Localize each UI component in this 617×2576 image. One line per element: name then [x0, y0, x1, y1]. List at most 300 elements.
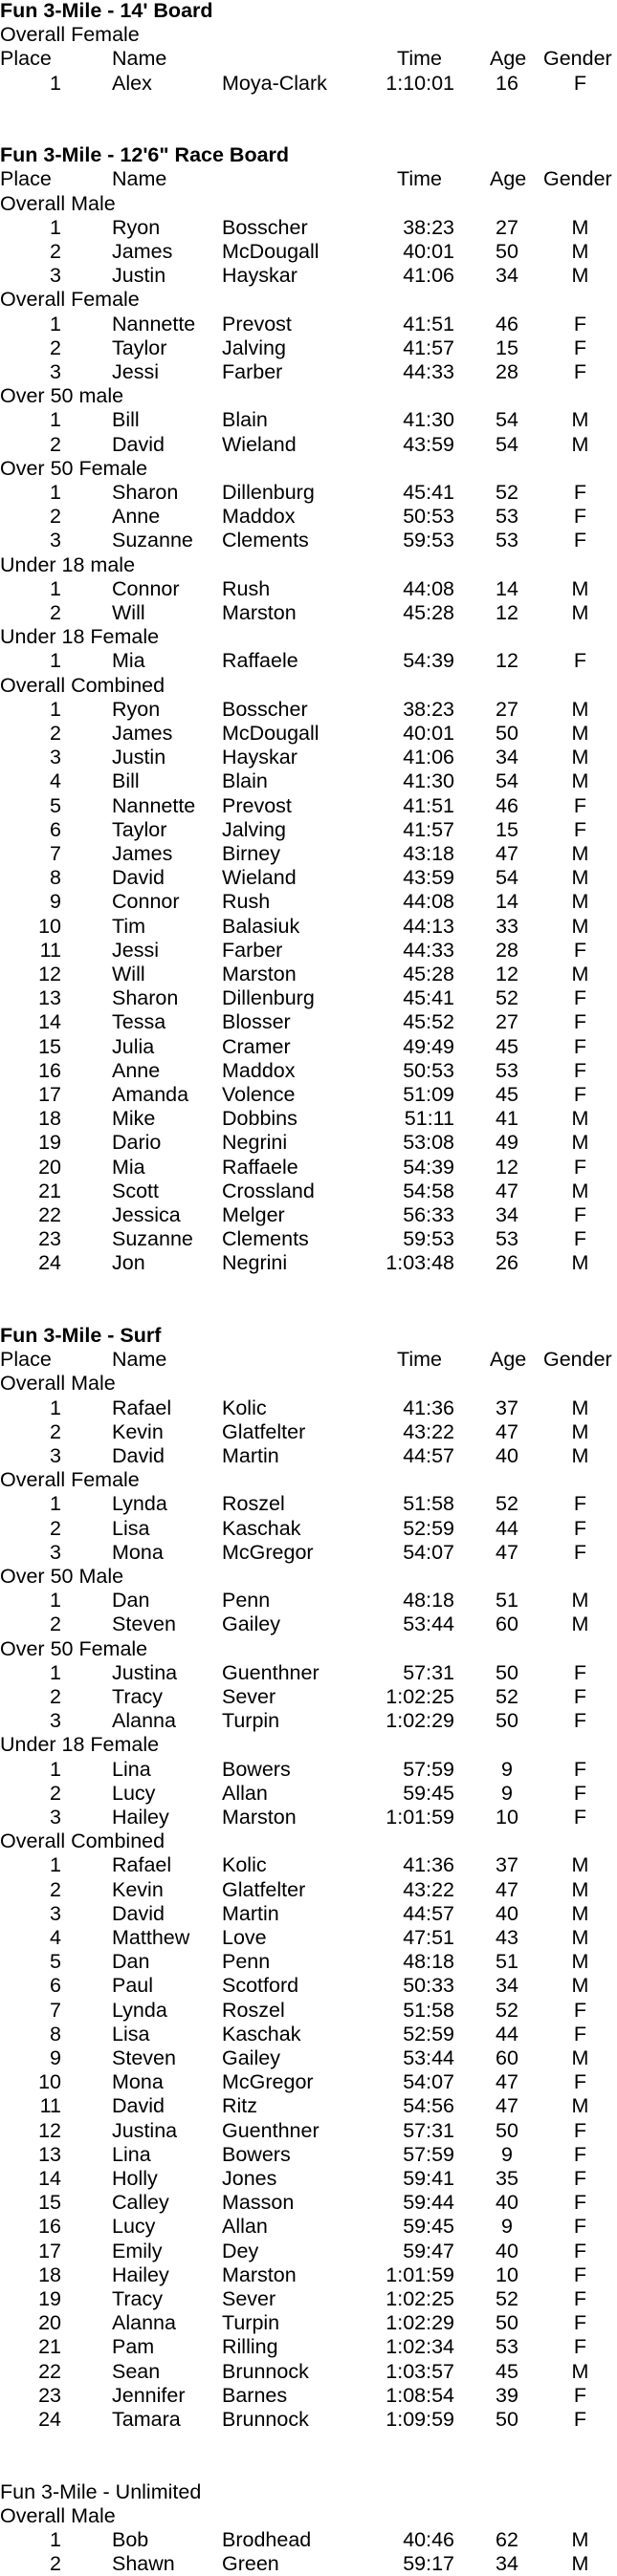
first-name-cell: Connor [112, 890, 180, 914]
last-name-cell: Negrini [222, 1131, 288, 1155]
gender-cell: M [571, 1901, 589, 1925]
group-heading [0, 1732, 617, 1757]
group-heading [0, 191, 617, 216]
first-name-cell: Tracy [112, 2287, 163, 2310]
time-header: Time [397, 47, 442, 71]
age-cell: 9 [501, 1757, 513, 1781]
gender-cell: M [571, 408, 589, 432]
place-cell: 1 [50, 1757, 61, 1781]
place-cell: 1 [50, 649, 61, 673]
place-cell: 6 [50, 1974, 61, 1998]
time-cell: 1:01:59 [386, 2262, 454, 2286]
first-name-cell: Alanna [112, 2311, 176, 2335]
first-name-cell: Taylor [112, 336, 167, 359]
gender-cell: M [571, 1613, 589, 1636]
section-title [0, 0, 617, 23]
last-name-cell: Jalving [222, 817, 286, 841]
gender-cell: F [573, 2142, 587, 2166]
last-name-cell: Kaschak [222, 1516, 301, 1540]
result-row [0, 71, 617, 96]
time-cell: 1:02:25 [386, 2287, 454, 2310]
group-heading-text: Over 50 male [0, 384, 124, 408]
first-name-cell: Bob [112, 2528, 149, 2551]
time-cell: 1:02:29 [386, 1709, 454, 1733]
group-heading-text: Overall Female [0, 23, 140, 47]
group-heading [0, 552, 617, 577]
place-cell: 2 [50, 336, 61, 359]
age-cell: 54 [496, 866, 518, 890]
age-cell: 53 [496, 1227, 518, 1251]
age-cell: 50 [496, 2311, 518, 2335]
first-name-cell: Lucy [112, 2215, 156, 2239]
last-name-cell: Glatfelter [222, 1419, 306, 1443]
time-cell: 1:10:01 [386, 71, 454, 95]
result-row [0, 648, 617, 673]
first-name-cell: Mike [112, 1107, 156, 1131]
place-cell: 3 [50, 1901, 61, 1925]
gender-cell: M [571, 1926, 589, 1949]
place-cell: 1 [50, 408, 61, 432]
first-name-cell: Jessi [112, 938, 159, 962]
last-name-cell: Blain [222, 408, 268, 432]
last-name-cell: Moya-Clark [222, 71, 327, 95]
gender-cell: F [573, 2022, 587, 2046]
last-name-cell: Brunnock [222, 2408, 309, 2431]
group-heading [0, 1564, 617, 1589]
gender-cell: M [571, 1950, 589, 1974]
place-cell: 2 [50, 722, 61, 745]
result-row [0, 432, 617, 457]
gender-cell: M [571, 240, 589, 263]
gender-cell: M [571, 215, 589, 239]
group-heading [0, 1467, 617, 1492]
age-cell: 40 [496, 1444, 518, 1467]
age-cell: 39 [496, 2383, 518, 2407]
age-cell: 53 [496, 529, 518, 552]
time-cell: 50:53 [403, 1058, 454, 1082]
first-name-cell: Emily [112, 2239, 163, 2262]
gender-cell: M [571, 914, 589, 938]
place-cell: 1 [50, 1396, 61, 1419]
age-cell: 15 [496, 817, 518, 841]
first-name-cell: James [112, 842, 173, 865]
first-name-cell: Lynda [112, 1492, 167, 1516]
first-name-cell: Tamara [112, 2408, 181, 2431]
first-name-cell: Calley [112, 2191, 169, 2215]
last-name-cell: Allan [222, 2215, 268, 2239]
time-cell: 57:31 [403, 2118, 454, 2142]
group-heading [0, 1636, 617, 1661]
time-cell: 59:53 [403, 1227, 454, 1251]
last-name-cell: Glatfelter [222, 1877, 306, 1901]
time-cell: 51:11 [404, 1107, 454, 1131]
gender-cell: F [573, 1540, 587, 1564]
first-name-cell: Tim [112, 914, 146, 938]
group-heading-text: Overall Female [0, 1468, 140, 1492]
last-name-cell: Sever [222, 2287, 276, 2310]
gender-cell: F [573, 1806, 587, 1829]
gender-cell: F [573, 938, 587, 962]
time-cell: 54:07 [403, 1540, 454, 1564]
place-cell: 5 [50, 793, 61, 817]
gender-cell: M [571, 890, 589, 914]
result-row [0, 1179, 617, 1203]
result-row [0, 1805, 617, 1829]
place-cell: 2 [50, 1877, 61, 1901]
result-row [0, 745, 617, 769]
place-cell: 2 [50, 240, 61, 263]
time-cell: 45:41 [403, 481, 454, 504]
place-cell: 14 [38, 1010, 61, 1034]
result-row [0, 2166, 617, 2191]
time-cell: 1:02:25 [386, 1685, 454, 1708]
first-name-cell: Hailey [112, 1806, 169, 1829]
first-name-cell: Tessa [112, 1010, 166, 1034]
first-name-cell: Nannette [112, 793, 196, 817]
result-row [0, 697, 617, 722]
gender-cell: F [573, 2215, 587, 2239]
place-cell: 10 [38, 2070, 61, 2094]
last-name-cell: Kolic [222, 1396, 267, 1419]
age-cell: 47 [496, 1540, 518, 1564]
result-row [0, 2046, 617, 2070]
place-cell: 2 [50, 1685, 61, 1708]
result-row [0, 2551, 617, 2576]
first-name-cell: David [112, 432, 165, 456]
age-cell: 27 [496, 697, 518, 721]
group-heading [0, 624, 617, 649]
last-name-cell: Roszel [222, 1998, 285, 2022]
last-name-cell: Penn [222, 1589, 271, 1613]
last-name-cell: Rilling [222, 2335, 278, 2359]
result-row [0, 2142, 617, 2167]
gender-cell: F [573, 2383, 587, 2407]
time-cell: 59:41 [403, 2167, 454, 2190]
result-row [0, 1973, 617, 1998]
last-name-cell: Blosser [222, 1010, 291, 1034]
result-row [0, 1130, 617, 1155]
place-cell: 13 [38, 2142, 61, 2166]
gender-cell: M [571, 842, 589, 865]
time-cell: 41:57 [403, 336, 454, 359]
result-row [0, 1155, 617, 1180]
age-cell: 9 [501, 2142, 513, 2166]
result-row [0, 1684, 617, 1709]
result-row [0, 2118, 617, 2143]
age-cell: 47 [496, 1877, 518, 1901]
gender-cell: M [571, 1179, 589, 1202]
time-cell: 41:36 [403, 1853, 454, 1877]
time-cell: 38:23 [403, 215, 454, 239]
place-cell: 2 [50, 601, 61, 624]
time-cell: 41:06 [403, 746, 454, 769]
last-name-cell: Scotford [222, 1974, 299, 1998]
last-name-cell: Barnes [222, 2383, 288, 2407]
gender-cell: F [573, 312, 587, 336]
time-cell: 59:53 [403, 529, 454, 552]
time-cell: 45:41 [403, 986, 454, 1010]
age-cell: 52 [496, 481, 518, 504]
age-cell: 45 [496, 2359, 518, 2383]
time-cell: 57:59 [403, 2142, 454, 2166]
age-cell: 12 [496, 601, 518, 624]
gender-cell: F [573, 1757, 587, 1781]
gender-cell: F [573, 2335, 587, 2359]
place-cell: 3 [50, 529, 61, 552]
gender-cell: F [573, 1203, 587, 1226]
result-row [0, 1781, 617, 1806]
gender-cell: F [573, 2408, 587, 2431]
time-cell: 43:22 [403, 1877, 454, 1901]
result-row [0, 1250, 617, 1275]
age-cell: 50 [496, 2118, 518, 2142]
place-cell: 19 [38, 1131, 61, 1155]
last-name-cell: Guenthner [222, 2118, 320, 2142]
first-name-cell: Lina [112, 1757, 151, 1781]
time-cell: 45:28 [403, 963, 454, 985]
gender-cell: M [571, 432, 589, 456]
time-cell: 48:18 [403, 1589, 454, 1613]
group-heading-text: Overall Male [0, 1372, 116, 1396]
time-cell: 1:09:59 [386, 2408, 454, 2431]
age-cell: 47 [496, 1179, 518, 1202]
gender-cell: F [573, 1516, 587, 1540]
result-row [0, 2069, 617, 2094]
first-name-cell: Lina [112, 2142, 151, 2166]
place-cell: 3 [50, 1806, 61, 1829]
last-name-cell: Melger [222, 1203, 285, 1226]
section-title-text: Fun 3-Mile - Surf [0, 1324, 162, 1347]
gender-header: Gender [543, 167, 612, 191]
place-cell: 1 [50, 2528, 61, 2551]
time-cell: 43:22 [403, 1419, 454, 1443]
result-row [0, 239, 617, 264]
time-cell: 40:01 [403, 722, 454, 745]
gender-cell: F [573, 649, 587, 673]
time-cell: 44:33 [403, 938, 454, 962]
first-name-cell: Justina [112, 2118, 178, 2142]
time-cell: 47:51 [403, 1926, 454, 1949]
gender-cell: F [573, 1781, 587, 1805]
gender-cell: M [571, 264, 589, 288]
age-cell: 9 [501, 1781, 513, 1805]
place-cell: 16 [38, 1058, 61, 1082]
first-name-cell: Hailey [112, 2262, 169, 2286]
group-heading [0, 2503, 617, 2528]
last-name-cell: Hayskar [222, 746, 297, 769]
time-cell: 54:07 [403, 2070, 454, 2094]
place-cell: 3 [50, 1709, 61, 1733]
gender-cell: F [573, 1709, 587, 1733]
result-row [0, 312, 617, 336]
time-cell: 54:39 [403, 649, 454, 673]
time-cell: 54:58 [403, 1179, 454, 1202]
first-name-cell: Alex [112, 71, 152, 95]
result-row [0, 263, 617, 288]
result-row [0, 1660, 617, 1685]
time-cell: 54:56 [403, 2094, 454, 2118]
result-row [0, 2383, 617, 2408]
result-row [0, 817, 617, 842]
last-name-cell: Marston [222, 601, 297, 624]
time-cell: 54:39 [403, 1155, 454, 1179]
first-name-cell: David [112, 1901, 165, 1925]
gender-cell: F [573, 71, 587, 95]
time-cell: 40:46 [403, 2528, 454, 2551]
place-cell: 11 [39, 938, 61, 962]
result-row [0, 2334, 617, 2359]
result-row [0, 1949, 617, 1974]
age-cell: 35 [496, 2167, 518, 2190]
age-cell: 47 [496, 2094, 518, 2118]
age-cell: 45 [496, 1034, 518, 1058]
result-row [0, 962, 617, 986]
place-cell: 7 [50, 842, 61, 865]
group-heading-text: Under 18 Female [0, 1733, 160, 1757]
place-cell: 1 [50, 1589, 61, 1613]
first-name-cell: Jon [112, 1251, 145, 1275]
gender-cell: M [571, 746, 589, 769]
age-cell: 46 [496, 312, 518, 336]
gender-cell: F [573, 481, 587, 504]
group-heading [0, 1371, 617, 1396]
gender-cell: M [571, 697, 589, 721]
first-name-cell: Justin [112, 264, 166, 288]
gender-cell: M [571, 722, 589, 745]
last-name-cell: Hayskar [222, 264, 297, 288]
place-cell: 2 [50, 2552, 61, 2576]
first-name-cell: Dan [112, 1950, 150, 1974]
age-cell: 52 [496, 1492, 518, 1516]
first-name-cell: Anne [112, 505, 161, 529]
last-name-cell: Marston [222, 1806, 297, 1829]
age-cell: 44 [496, 1516, 518, 1540]
age-cell: 40 [496, 2191, 518, 2215]
place-cell: 12 [38, 2118, 61, 2142]
time-cell: 51:09 [403, 1083, 454, 1106]
gender-cell: F [573, 336, 587, 359]
group-heading [0, 287, 617, 312]
time-cell: 53:44 [403, 1613, 454, 1636]
last-name-cell: Allan [222, 1781, 268, 1805]
place-cell: 23 [38, 2383, 61, 2407]
name-header: Name [112, 1348, 167, 1372]
first-name-cell: Lisa [112, 2022, 150, 2046]
place-cell: 10 [38, 914, 61, 938]
place-cell: 18 [38, 1107, 61, 1131]
first-name-cell: Taylor [112, 817, 167, 841]
last-name-cell: Dillenburg [222, 481, 315, 504]
age-cell: 53 [496, 505, 518, 529]
first-name-cell: Steven [112, 1613, 176, 1636]
age-cell: 52 [496, 2287, 518, 2310]
result-row [0, 2310, 617, 2335]
time-cell: 59:17 [403, 2552, 454, 2576]
result-row [0, 528, 617, 552]
place-cell: 12 [38, 963, 61, 985]
gender-cell: M [571, 1974, 589, 1998]
place-header: Place [0, 1348, 52, 1372]
time-cell: 43:18 [403, 842, 454, 865]
group-heading [0, 22, 617, 47]
gender-cell: F [573, 1492, 587, 1516]
place-cell: 24 [38, 2408, 61, 2431]
last-name-cell: Bowers [222, 1757, 291, 1781]
time-cell: 44:33 [403, 360, 454, 383]
place-cell: 2 [50, 1516, 61, 1540]
time-cell: 45:52 [403, 1010, 454, 1034]
gender-cell: M [571, 1853, 589, 1877]
age-cell: 14 [496, 890, 518, 914]
time-cell: 1:02:29 [386, 2311, 454, 2335]
last-name-cell: Love [222, 1926, 267, 1949]
first-name-cell: Will [112, 963, 145, 985]
age-cell: 41 [496, 1107, 518, 1131]
gender-cell: F [573, 1034, 587, 1058]
last-name-cell: Bosscher [222, 697, 308, 721]
last-name-cell: Marston [222, 963, 297, 985]
last-name-cell: Wieland [222, 432, 297, 456]
result-row [0, 336, 617, 360]
gender-cell: M [571, 1131, 589, 1155]
age-cell: 34 [496, 1203, 518, 1226]
last-name-cell: Raffaele [222, 1155, 298, 1179]
result-row [0, 1082, 617, 1107]
age-cell: 52 [496, 1685, 518, 1708]
place-cell: 20 [38, 1155, 61, 1179]
time-cell: 49:49 [403, 1034, 454, 1058]
last-name-cell: Brunnock [222, 2359, 309, 2383]
first-name-cell: David [112, 866, 165, 890]
gender-cell: F [573, 2118, 587, 2142]
last-name-cell: Roszel [222, 1492, 285, 1516]
first-name-cell: Bill [112, 408, 140, 432]
result-row [0, 1540, 617, 1565]
last-name-cell: Crossland [222, 1179, 315, 1202]
time-cell: 51:58 [403, 1998, 454, 2022]
time-cell: 1:02:34 [386, 2335, 454, 2359]
result-row [0, 1202, 617, 1227]
age-cell: 50 [496, 2408, 518, 2431]
age-cell: 10 [496, 1806, 518, 1829]
first-name-cell: Mia [112, 649, 145, 673]
result-row [0, 865, 617, 890]
result-row [0, 1612, 617, 1636]
last-name-cell: Jones [222, 2167, 277, 2190]
gender-cell: F [573, 1660, 587, 1684]
first-name-cell: Shawn [112, 2552, 175, 2576]
place-cell: 7 [50, 1998, 61, 2022]
time-cell: 50:33 [403, 1974, 454, 1998]
last-name-cell: Brodhead [222, 2528, 312, 2551]
result-row [0, 1058, 617, 1083]
gender-cell: M [571, 2528, 589, 2551]
place-cell: 15 [38, 2191, 61, 2215]
time-cell: 41:57 [403, 817, 454, 841]
result-row [0, 1419, 617, 1444]
result-row [0, 600, 617, 625]
gender-cell: F [573, 2262, 587, 2286]
gender-cell: M [571, 601, 589, 624]
result-row [0, 2527, 617, 2552]
result-row [0, 576, 617, 601]
first-name-cell: Dan [112, 1589, 150, 1613]
group-heading-text: Over 50 Male [0, 1565, 124, 1588]
place-cell: 24 [38, 1251, 61, 1275]
time-cell: 59:47 [403, 2239, 454, 2262]
time-header: Time [397, 167, 442, 191]
gender-cell: M [571, 866, 589, 890]
